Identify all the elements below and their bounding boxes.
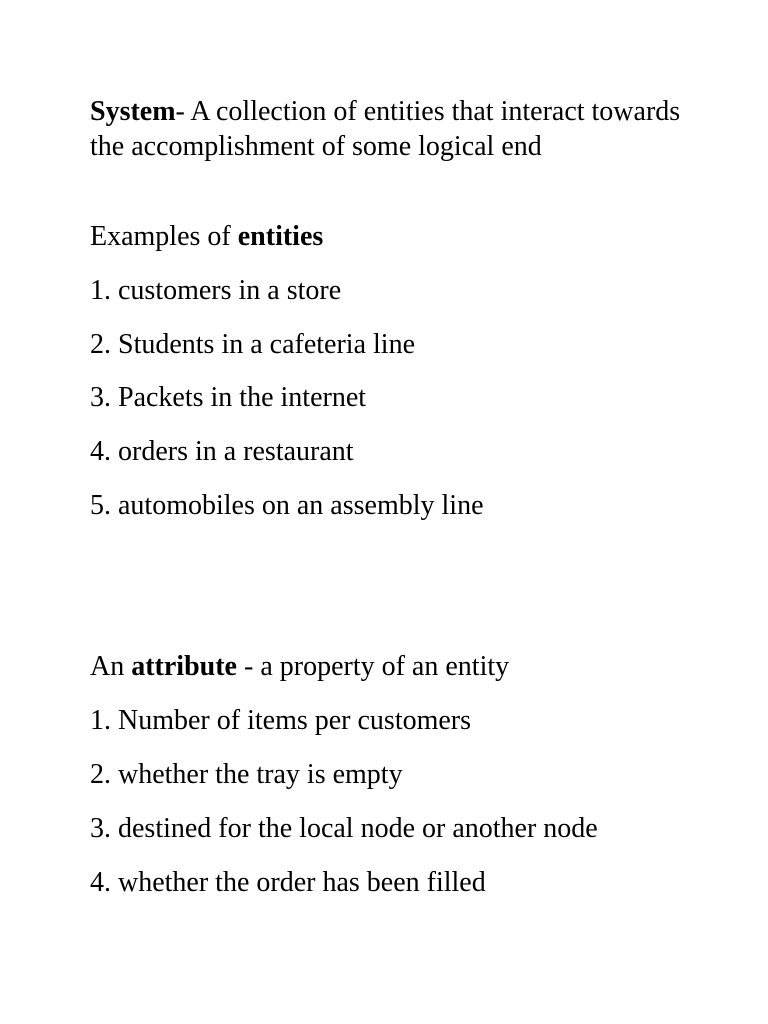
entity-list-item: 5. automobiles on an assembly line [90,490,484,521]
attribute-term: attribute [131,651,237,682]
attribute-list-item: 4. whether the order has been filled [90,867,486,898]
entity-list-item: 4. orders in a restaurant [90,436,354,467]
entities-heading [90,219,323,254]
attribute-list-item: 2. whether the tray is empty [90,759,403,790]
attribute-heading-prefix: An [90,651,132,682]
entities-term: entities [237,221,324,252]
entity-list-item: 3. Packets in the internet [90,382,367,413]
attribute-list-item: 3. destined for the local node or another node [90,813,598,844]
system-definition-text: - A collection of entities that interact towards the accomplishment of some logical end [90,96,681,162]
attribute-heading [90,649,509,684]
system-term: System [90,96,176,127]
entity-list-item: 2. Students in a cafeteria line [90,329,415,360]
attribute-heading-suffix: - a property of an entity [237,651,510,682]
entity-list-item: 1. customers in a store [90,275,342,306]
attribute-list-item: 1. Number of items per customers [90,705,472,736]
system-definition [90,94,690,164]
entities-heading-prefix: Examples of [90,221,238,252]
